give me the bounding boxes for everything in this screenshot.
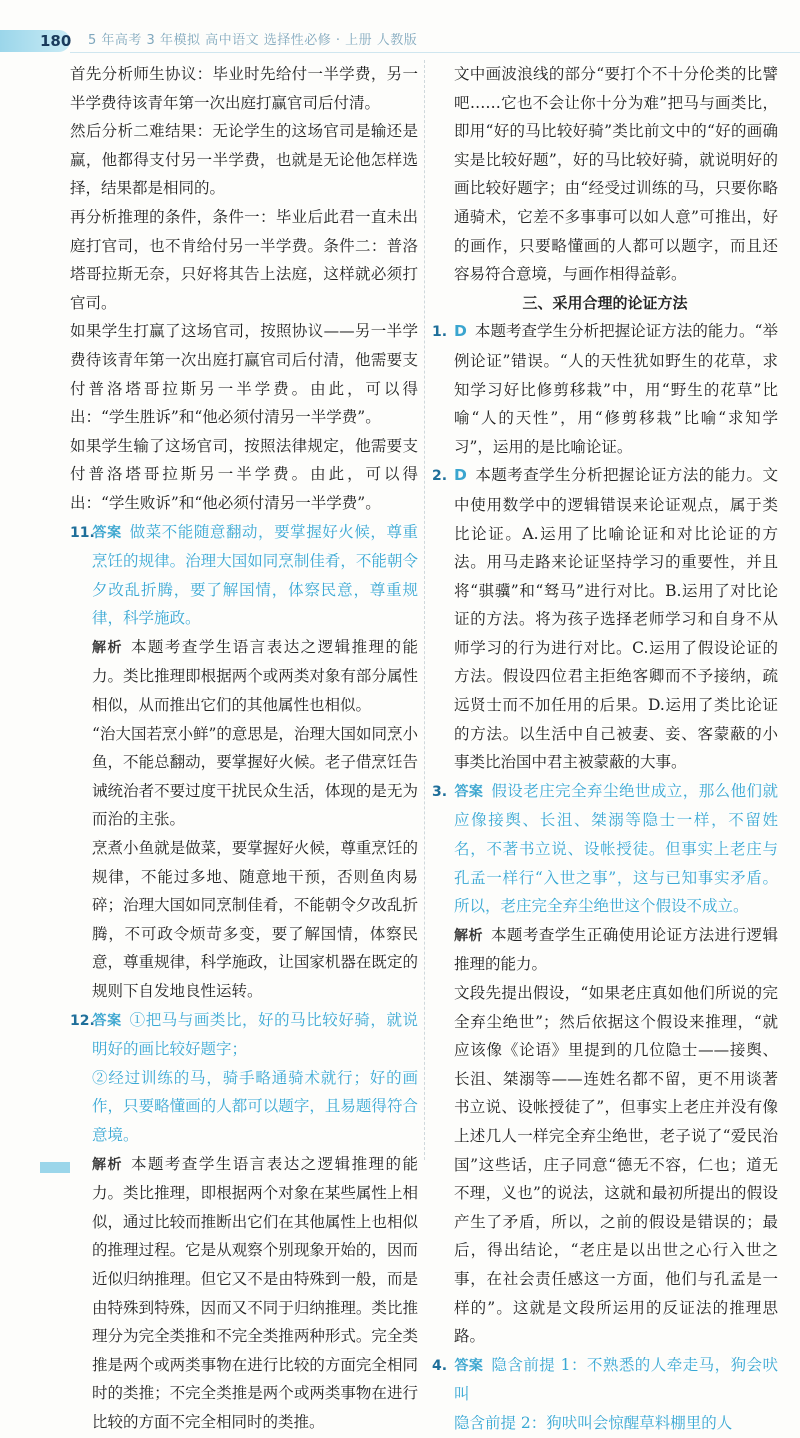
answer-label: 答案 xyxy=(92,524,122,541)
page-header xyxy=(0,0,800,56)
paragraph: 再分析推理的条件，条件一：毕业后此君一直未出庭打官司，也不肯给付另一半学费。条件二：普洛塔哥拉斯无奈，只好将其告上法庭，这样就必须打官司。 xyxy=(70,207,418,312)
question-number: 1. xyxy=(432,324,448,341)
paragraph: 然后分析二难结果：无论学生的这场官司是输还是赢，他都得支付另一半学费，也就是无论他怎样选择，结果都是相同的。 xyxy=(70,122,418,198)
question-4-answer xyxy=(432,1351,778,1409)
question-text: 本题考查学生分析把握论证方法的能力。文中使用数学中的逻辑错误来论证观点，属于类比论证。A.运用了比喻论证和对比论证的方法。用马走路来论证坚持学习的重要性，并且将“骐骥”和“驽马”进行对比。B.运用了对比论证的方法。将为孩子选择老师学习和自身不从师学习的行为进行对比。C.运用了假设论证的方法。假设四位君主拒绝客卿而不予接纳，疏远贤士而不加任用的后果。D.运用了类比论证的方法。以生活中自己被妻、妾、客蒙蔽的小事类比治国中君主被蒙蔽的大事。 xyxy=(454,466,778,772)
answer-label: 答案 xyxy=(454,783,484,800)
analysis-label: 解析 xyxy=(92,639,123,656)
analysis-text: 本题考查学生语言表达之逻辑推理的能力。类比推理，即根据两个对象在某些属性上相似，通过比较而推断出它们在其他属性上也相似的推理过程。它是从观察个别现象开始的，因而近似归纳推理。但它又不是由特殊到一般，而是由特殊到特殊，因而又不同于归纳推理。类比推理分为完全类推和不完全类推两种形式。完全类推是两个或两类事物在进行比较的方面完全相同时的类推；不完全类推是两个或两类事物在进行比较的方面不完全相同时的类推。 xyxy=(92,1154,418,1431)
paragraph: 烹煮小鱼就是做菜，要掌握好火候，尊重烹饪的规律，不能过多地、随意地干预，否则鱼肉易碎；治理大国如同烹制佳肴，不能朝令夕改乱折腾，不可政令烦苛多变，要了解国情，体察民意，尊重规律，科学施政，让国家机器在既定的规则下自发地良性运转。 xyxy=(92,839,418,1000)
question-3-answer xyxy=(432,777,778,921)
paragraph: 文中画波浪线的部分“要打个不十分伦类的比譬吧……它也不会让你十分为难”把马与画类比，即用“好的马比较好骑”类比前文中的“好的画确实是比较好题”，好的马比较好骑，就说明好的画比较好题字；由“经受过训练的马，只要你略通骑术，它差不多事事可以如人意”可推出，好的画作，只要略懂画的人都可以题字，而且还容易符合意境，与画作相得益彰。 xyxy=(454,65,778,284)
answer-text: 做菜不能随意翻动，要掌握好火候，尊重烹饪的规律。治理大国如同烹制佳肴，不能朝令夕改乱折腾，要了解国情，体察民意，尊重规律，科学施政。 xyxy=(92,522,418,628)
right-column xyxy=(432,60,778,1438)
question-3-analysis xyxy=(432,921,778,979)
paragraph: 如果学生输了这场官司，按照法律规定，他需要支付普洛塔哥拉斯另一半学费。由此，可以得出：“学生败诉”和“他必须付清另一半学费”。 xyxy=(70,436,418,512)
question-text: 本题考查学生分析把握论证方法的能力。“举例论证”错误。“人的天性犹如野生的花草，求知学习好比修剪移栽”中，用“野生的花草”比喻“人的天性”，用“修剪移栽”比喻“求知学习”，运用的是比喻论证。 xyxy=(454,322,778,456)
answer-label: 答案 xyxy=(454,1357,484,1374)
running-title: 5 年高考 3 年模拟 高中语文 选择性必修 · 上册 人教版 xyxy=(88,33,418,48)
question-12-answer xyxy=(70,1006,418,1064)
answer-letter: D xyxy=(454,466,467,485)
question-number: 12. xyxy=(70,1012,95,1029)
question-number: 4. xyxy=(432,1357,448,1374)
answer-text: ①把马与画类比，好的马比较好骑，就说明好的画比较好题字； xyxy=(92,1010,418,1059)
left-column xyxy=(70,60,418,1437)
analysis-label: 解析 xyxy=(92,1156,123,1173)
analysis-label: 解析 xyxy=(454,927,483,944)
analysis-text: 本题考查学生正确使用论证方法进行逻辑推理的能力。 xyxy=(454,925,778,974)
answer-letter: D xyxy=(454,322,467,341)
answer-label: 答案 xyxy=(92,1012,122,1029)
page-corner-mark xyxy=(40,1162,70,1173)
paragraph: 文段先提出假设，“如果老庄真如他们所说的完全弃尘绝世”；然后依据这个假设来推理，“就应该像《论语》里提到的几位隐士——接舆、长沮、桀溺等——连姓名都不留，更不用谈著书立说、设帐授徒了”，但事实上老庄并没有像上述几人一样完全弃尘绝世，老子说了“爱民治国”这些话，庄子同意“德无不容，仁也；道无不理，义也”的说法，这就和最初所提出的假设产生了矛盾，所以，之前的假设是错误的；最后，得出结论，“老庄是以出世之心行入世之事，在社会责任感这一方面，他们与孔孟是一样的”。这就是文段所运用的反证法的推理思路。 xyxy=(454,984,778,1346)
paragraph: 如果学生打赢了这场官司，按照协议——另一半学费待该青年第一次出庭打赢官司后付清，他需要支付普洛塔哥拉斯另一半学费。由此，可以得出：“学生胜诉”和“他必须付清另一半学费”。 xyxy=(70,322,418,427)
question-2 xyxy=(432,461,778,777)
question-1 xyxy=(432,317,778,461)
question-number: 3. xyxy=(432,783,448,800)
answer-text: 隐含前提 2：狗吠叫会惊醒草料棚里的人 xyxy=(454,1413,733,1432)
page-number: 180 xyxy=(40,32,72,50)
question-11-analysis xyxy=(70,633,418,720)
answer-text: 隐含前提 1：不熟悉的人牵走马，狗会吠叫 xyxy=(454,1355,778,1404)
answer-text: ②经过训练的马，骑手略通骑术就行；好的画作，只要略懂画的人都可以题字，且易题得符合意境。 xyxy=(92,1068,418,1144)
question-11-answer xyxy=(70,518,418,633)
paragraph: “治大国若烹小鲜”的意思是，治理大国如同烹小鱼，不能总翻动，要掌握好火候。老子借烹饪告诫统治者不要过度干扰民众生活，体现的是无为而治的主张。 xyxy=(92,724,418,829)
paragraph: 首先分析师生协议：毕业时先给付一半学费，另一半学费待该青年第一次出庭打赢官司后付清。 xyxy=(70,65,418,112)
analysis-text: 本题考查学生语言表达之逻辑推理的能力。类比推理即根据两个或两类对象有部分属性相似，从而推出它们的其他属性也相似。 xyxy=(92,637,418,715)
section-title: 三、采用合理的论证方法 xyxy=(522,293,688,312)
question-number: 2. xyxy=(432,468,448,485)
question-number: 11. xyxy=(70,524,95,541)
answer-text: 假设老庄完全弃尘绝世成立，那么他们就应像接舆、长沮、桀溺等隐士一样，不留姓名，不著书立说、设帐授徒。但事实上老庄与孔孟一样行“入世之事”，这与已知事实矛盾。所以，老庄完全弃尘绝世这个假设不成立。 xyxy=(454,781,778,916)
column-divider xyxy=(424,60,425,1160)
header-divider xyxy=(70,52,800,53)
question-12-analysis xyxy=(70,1150,418,1437)
